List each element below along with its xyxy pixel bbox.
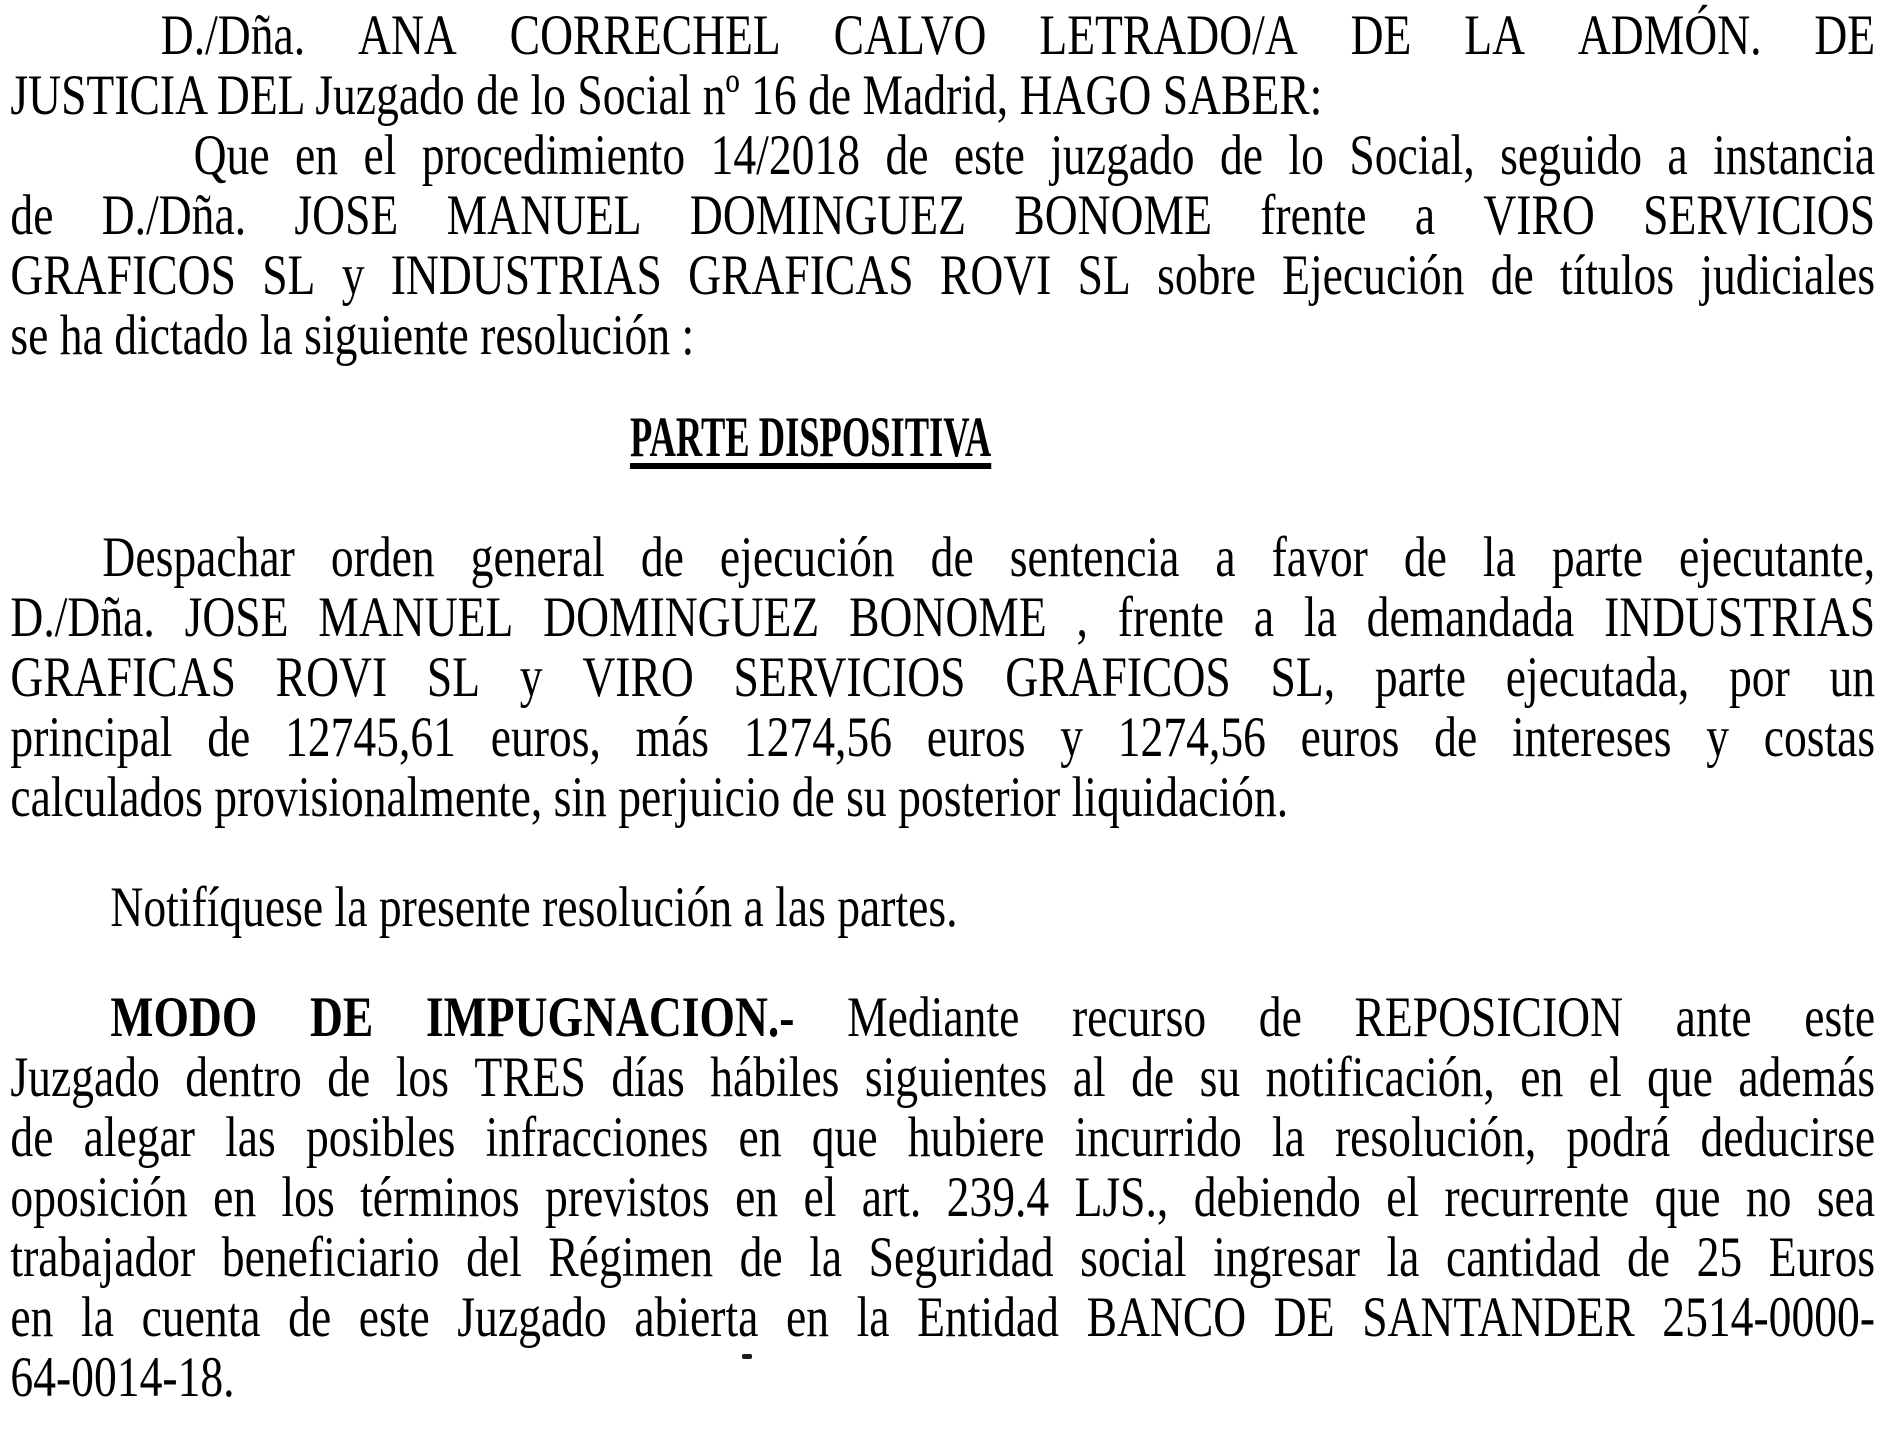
text-line: Juzgado dentro de los TRES días hábiles siguientes al de su notificación, en el que además <box>10 1046 1876 1109</box>
section-heading-text: PARTE DISPOSITIVA <box>630 406 992 469</box>
despachar-paragraph <box>10 528 1875 828</box>
text-line: 64-0014-18. <box>10 1346 235 1409</box>
parte-dispositiva-heading <box>10 408 1875 468</box>
scan-speck-artifact <box>742 1354 752 1359</box>
text-line: trabajador beneficiario del Régimen de la Seguridad social ingresar la cantidad de 25 Euros <box>10 1226 1876 1289</box>
text-line: principal de 12745,61 euros, más 1274,56 euros y 1274,56 euros de intereses y costas <box>10 706 1876 769</box>
text-line: Despachar orden general de ejecución de sentencia a favor de la parte ejecutante, <box>102 526 1876 589</box>
text-line: de alegar las posibles infracciones en que hubiere incurrido la resolución, podrá deducirse <box>10 1106 1876 1169</box>
modo-impugnacion-paragraph <box>10 988 1875 1408</box>
text-line: D./Dña. JOSE MANUEL DOMINGUEZ BONOME , frente a la demandada INDUSTRIAS <box>10 586 1876 649</box>
intro-paragraph <box>10 6 1875 126</box>
text-line: se ha dictado la siguiente resolución : <box>10 304 695 367</box>
text-line: en la cuenta de este Juzgado abierta en la Entidad BANCO DE SANTANDER 2514-0000- <box>10 1286 1876 1349</box>
text-line: calculados provisionalmente, sin perjuicio de su posterior liquidación. <box>10 766 1289 829</box>
text-line: GRAFICOS SL y INDUSTRIAS GRAFICAS ROVI SL sobre Ejecución de títulos judiciales <box>10 244 1876 307</box>
text-line: Notifíquese la presente resolución a las partes. <box>110 876 958 939</box>
text-line: MODO DE IMPUGNACION.- Mediante recurso de REPOSICION ante este <box>110 986 1876 1049</box>
text-line: D./Dña. ANA CORRECHEL CALVO LETRADO/A DE LA ADMÓN. DE <box>160 4 1876 67</box>
notifiquese-paragraph <box>10 878 1875 938</box>
text-line: GRAFICAS ROVI SL y VIRO SERVICIOS GRAFICOS SL, parte ejecutada, por un <box>10 646 1876 709</box>
text-line: JUSTICIA DEL Juzgado de lo Social nº 16 de Madrid, HAGO SABER: <box>10 64 1323 127</box>
procedimiento-paragraph <box>10 126 1875 366</box>
text-line: Que en el procedimiento 14/2018 de este juzgado de lo Social, seguido a instancia <box>193 124 1876 187</box>
text-line: oposición en los términos previstos en el art. 239.4 LJS., debiendo el recurrente que no sea <box>10 1166 1876 1229</box>
text-line: de D./Dña. JOSE MANUEL DOMINGUEZ BONOME frente a VIRO SERVICIOS <box>10 184 1876 247</box>
